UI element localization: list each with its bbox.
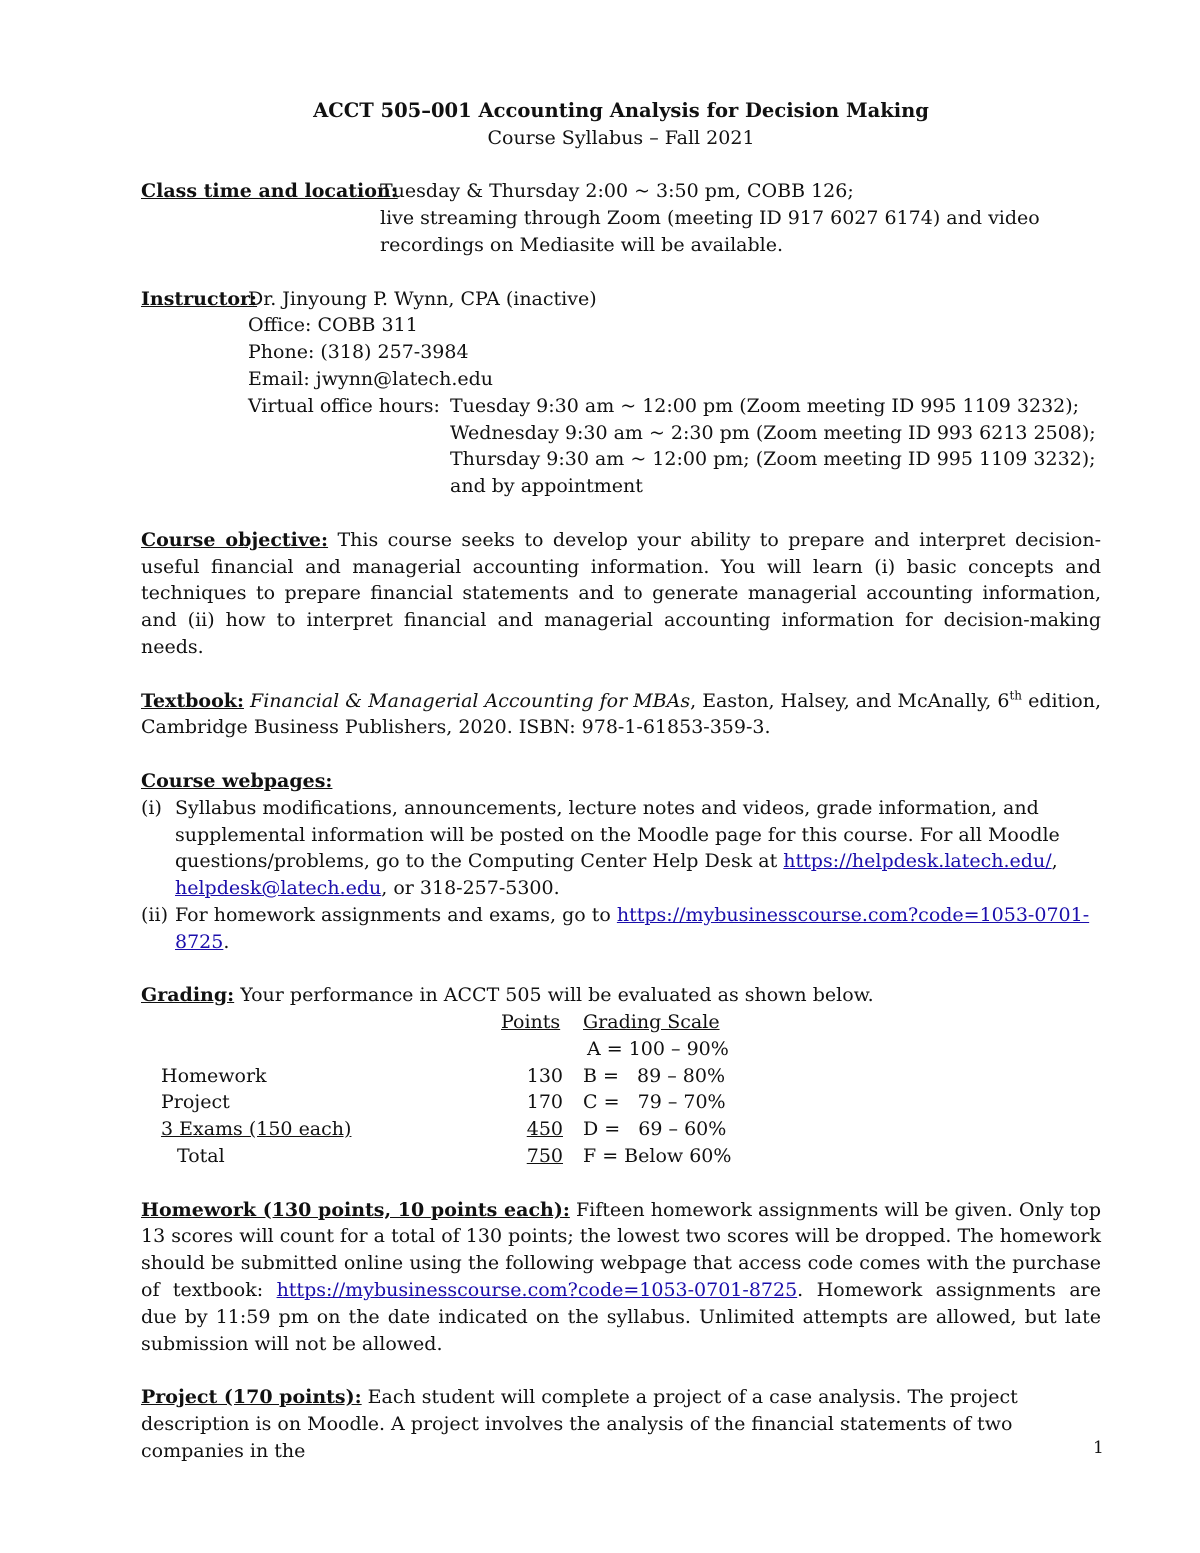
- homework-section: [141, 1197, 1101, 1358]
- office-hours-label: Virtual office hours:: [248, 394, 440, 417]
- mybusinesscourse-link[interactable]: https://mybusinesscourse.com?code=1053-0701-8725: [175, 903, 1090, 953]
- list-item: [141, 902, 1101, 956]
- class-time-line: live streaming through Zoom (meeting ID 917 6027 6174) and video: [380, 207, 1040, 230]
- instructor-email: Email: jwynn@latech.edu: [248, 367, 494, 390]
- office-hours-line: Tuesday 9:30 am ~ 12:00 pm (Zoom meeting ID 995 1109 3232);: [450, 394, 1080, 417]
- instructor-section: [141, 286, 1101, 500]
- table-row: [141, 1143, 1101, 1170]
- grade-scale: A = 100 – 90%: [587, 1037, 729, 1060]
- class-time-line: recordings on Mediasite will be available.: [380, 233, 784, 256]
- grading-scale-header: Grading Scale: [583, 1011, 720, 1034]
- syllabus-page: [141, 98, 1101, 1465]
- grade-scale: B = 89 – 80%: [583, 1064, 726, 1087]
- list-number: (i): [141, 796, 162, 819]
- office-hours-line: Thursday 9:30 am ~ 12:00 pm; (Zoom meeting ID 995 1109 3232);: [450, 448, 1096, 471]
- grade-item: 3 Exams (150 each): [161, 1118, 352, 1141]
- grade-item: Homework: [161, 1064, 267, 1087]
- list-text: For homework assignments and exams, go to: [175, 903, 617, 926]
- homework-link[interactable]: https://mybusinesscourse.com?code=1053-0701-8725: [276, 1279, 798, 1302]
- class-time-section: [141, 178, 1101, 258]
- homework-text-tail: . Homework assignments are due by 11:59 pm on the date indicated on the syllabus. Unlimited attempts are allowed, but late submission will not be allowed.: [141, 1279, 1101, 1355]
- list-text-tail: .: [223, 930, 230, 953]
- textbook-edition-sup: th: [1009, 688, 1023, 703]
- project-label: Project (170 points):: [141, 1386, 362, 1409]
- objective-label: Course objective:: [141, 528, 329, 551]
- list-item: [141, 795, 1101, 902]
- textbook-details: edition, Cambridge Business Publishers, 2020. ISBN: 978-1-61853-359-3.: [141, 689, 1101, 739]
- project-text: Each student will complete a project of a case analysis. The project description is on Moodle. A project involves the analysis of the financial statements of two companies in the: [141, 1386, 1018, 1462]
- helpdesk-link[interactable]: https://helpdesk.latech.edu/: [783, 850, 1052, 873]
- instructor-office: Office: COBB 311: [248, 314, 418, 337]
- grade-item: Project: [161, 1091, 230, 1114]
- grade-points: 170: [526, 1091, 563, 1114]
- grade-scale: F = Below 60%: [583, 1145, 732, 1168]
- grade-item-total: Total: [177, 1145, 225, 1168]
- points-header: Points: [501, 1011, 561, 1034]
- grade-points: 450: [526, 1118, 563, 1141]
- page-number: 1: [1093, 1438, 1104, 1458]
- table-row: [141, 1116, 1101, 1143]
- homework-text: Fifteen homework assignments will be given. Only top 13 scores will count for a total of 130 points; the lowest two scores will be dropped. The homework should be submitted online using the following webpage that access code comes with the purchase of textbook:: [141, 1198, 1101, 1302]
- instructor-phone: Phone: (318) 257-3984: [248, 341, 469, 364]
- webpages-section: [141, 768, 1101, 956]
- grade-scale: C = 79 – 70%: [583, 1091, 726, 1114]
- instructor-name: Dr. Jinyoung P. Wynn, CPA (inactive): [248, 287, 597, 310]
- helpdesk-email-link[interactable]: helpdesk@latech.edu: [175, 877, 382, 900]
- webpages-label: Course webpages:: [141, 769, 333, 792]
- separator-text: ,: [1051, 850, 1058, 873]
- table-row: [141, 1089, 1101, 1116]
- class-time-label: Class time and location:: [141, 180, 398, 203]
- objective-section: [141, 527, 1101, 661]
- office-hours-line: and by appointment: [450, 475, 643, 498]
- grade-points: 130: [526, 1064, 563, 1087]
- class-time-line: Tuesday & Thursday 2:00 ~ 3:50 pm, COBB 126;: [380, 180, 854, 203]
- textbook-section: [141, 688, 1101, 742]
- grading-intro: Your performance in ACCT 505 will be evaluated as shown below.: [234, 984, 874, 1007]
- course-title: ACCT 505–001 Accounting Analysis for Decision Making: [313, 99, 929, 122]
- table-row: [141, 1036, 1101, 1063]
- list-number: (ii): [141, 903, 168, 926]
- office-hours-line: Wednesday 9:30 am ~ 2:30 pm (Zoom meeting ID 993 6213 2508);: [450, 421, 1096, 444]
- objective-text: This course seeks to develop your ability to prepare and interpret decision-useful financial and managerial accounting information. You will learn (i) basic concepts and techniques to prepare financial statements and to generate managerial accounting information, and (ii) how to interpret financial and managerial accounting information for decision-making needs.: [141, 528, 1101, 658]
- course-subtitle: Course Syllabus – Fall 2021: [487, 126, 755, 149]
- instructor-label: Instructor:: [141, 287, 258, 310]
- textbook-label: Textbook:: [141, 689, 244, 712]
- list-text-tail: , or 318-257-5300.: [381, 877, 560, 900]
- textbook-authors: , Easton, Halsey, and McAnally, 6: [690, 689, 1010, 712]
- grading-label: Grading:: [141, 984, 235, 1007]
- grading-table-header: [141, 1009, 1101, 1036]
- grade-points-total: 750: [526, 1145, 563, 1168]
- grading-section: [141, 982, 1101, 1170]
- project-section: [141, 1384, 1101, 1464]
- grade-scale: D = 69 – 60%: [583, 1118, 727, 1141]
- list-text: Syllabus modifications, announcements, lecture notes and videos, grade information, and supplemental information will be posted on the Moodle page for this course. For all Moodle questions/problems, go to the Computing Center Help Desk at: [175, 796, 1060, 873]
- textbook-title: Financial & Managerial Accounting for MBAs: [250, 689, 691, 712]
- table-row: [141, 1063, 1101, 1090]
- homework-label: Homework (130 points, 10 points each):: [141, 1198, 570, 1221]
